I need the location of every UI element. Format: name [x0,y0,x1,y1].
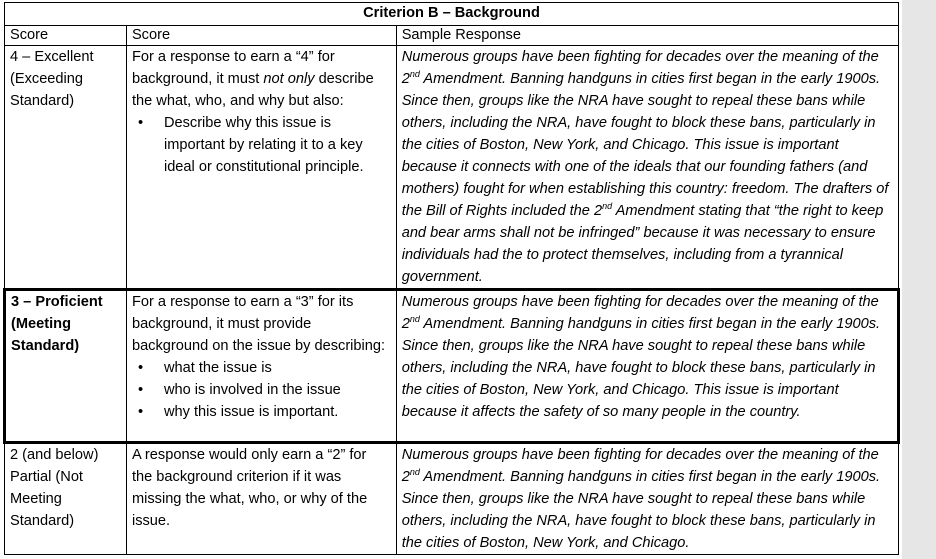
header-row [5,26,899,46]
score-line: (Exceeding [10,71,84,87]
table-title: Criterion B – Background [5,3,899,26]
score-line: 2 (and below) [10,447,99,463]
score-line: Standard) [11,338,80,354]
score-line: (Meeting [11,316,71,332]
sample-text: Amendment. Banning handguns in cities first began in the early 1900s. Since then, groups like the NRA have sought to repeal these bans while others, including the NRA, have fought to block these bans, particularly in the cities of Boston, New York, and Chicago. This issue is important because it connects with one of the ideals that our founding fathers (and mothers) fought for when establishing this country: freedom. The drafters of the Bill of Rights included the 2 [401,71,889,219]
grey-margin [902,0,936,559]
criteria-text: For a response to earn a “3” for its background, it must provide background on the issue by describing: [131,294,386,354]
row-excellent [5,46,899,290]
sample-text: Amendment stating that “the right to keep and bear arms shall not be infringed” because it was necessary to ensure individuals had the to protect themselves, including from a tyrannical government. [401,203,884,285]
ordinal-suffix: nd [602,201,613,211]
criteria-bullets [132,357,391,423]
sample-text: Numerous groups have been fighting for decades over the meaning of the 2 [401,49,879,87]
score-line: Standard) [10,513,75,529]
ordinal-suffix: nd [409,467,420,477]
criteria-text: For a response to earn a “4” for background, it must [131,49,335,87]
ordinal-suffix: nd [409,314,420,324]
criteria-emphasis: not only [263,71,315,87]
row-proficient [5,290,899,443]
criteria-cell [126,46,396,290]
score-line: Standard) [10,93,75,109]
sample-cell [396,443,898,555]
bullet-item: • who is involved in the issue [164,379,391,401]
score-line: 3 – Proficient [11,294,103,310]
rubric-table [3,2,900,555]
sample-text: Amendment. Banning handguns in cities first began in the early 1900s. Since then, groups like the NRA have sought to repeal these bans while others, including the NRA, have fought to block these bans, particularly in the cities of Boston, New York, and Chicago. This issue is important because it affects the safety of so many people in the country. [401,316,881,420]
criteria-text: A response would only earn a “2” for the background criterion if it was missing the what, who, or why of the issue. [131,447,368,529]
score-line: Meeting [10,491,62,507]
criteria-cell [126,443,396,555]
header-score-1: Score [5,26,127,46]
sample-cell [396,290,898,443]
ordinal-suffix: nd [409,69,420,79]
bullet-item: • Describe why this issue is important by relating it to a key ideal or constitutional principle. [164,112,391,178]
score-cell [5,443,127,555]
header-score-2: Score [126,26,396,46]
bullet-item: • why this issue is important. [164,401,391,423]
title-row [5,3,899,26]
score-line: 4 – Excellent [10,49,94,65]
sample-text: Numerous groups have been fighting for decades over the meaning of the 2 [401,447,879,485]
score-cell [5,46,127,290]
criteria-cell [126,290,396,443]
score-line: Partial (Not [10,469,83,485]
criteria-text-rest: describe the what, who, and why but also: [131,71,374,109]
sample-cell [396,46,898,290]
header-sample-response: Sample Response [396,26,898,46]
bullet-item: • what the issue is [164,357,391,379]
criteria-bullets [132,112,391,178]
score-cell [5,290,127,443]
sample-text: Numerous groups have been fighting for decades over the meaning of the 2 [401,294,879,332]
row-partial [5,443,899,555]
sample-text: Amendment. Banning handguns in cities first began in the early 1900s. Since then, groups like the NRA have sought to repeal these bans while others, including the NRA, have fought to block these bans, particularly in the cities of Boston, New York, and Chicago. [401,469,881,551]
